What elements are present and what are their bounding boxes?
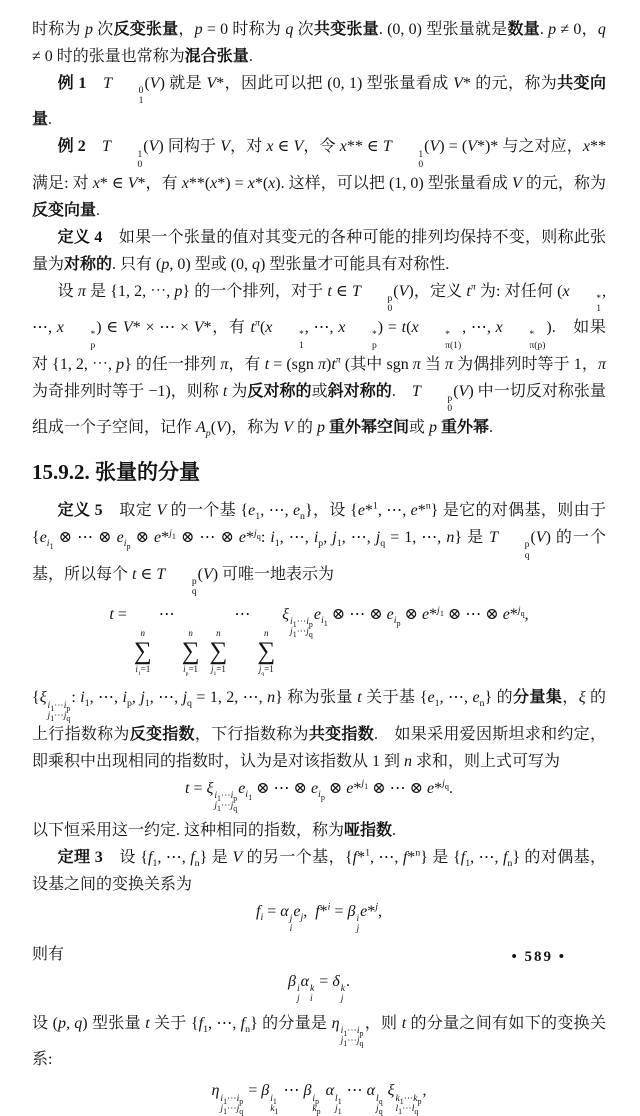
components-paragraph: {ξ $i_1\cdots i_p$ $j_1\cdots j_q$ : $i_1$, ⋯, $i_p$, $j_1$, ⋯, $j_q = 1$, 2, ⋯, n} 称为张量 t 关于基 {$e_1$, ⋯, $e_n$} 的分量集，ξ 的上行指数称为反变指数，下行指数称为共变指数. 如果采用爱因斯坦求和约定，即乘积中出现相同的指数时，认为是对该指数从 1 到 n 求和，则上式可写为 [32,689,606,770]
permutation-paragraph: 设 π 是 {1, 2, ⋯, p} 的一个排列，对于 t ∈ T p 0 (V)，定义 $t^\pi$ 为: 对任何 (x * 1 , ⋯, x * p ) ∈ V* × ⋯ × V*，有 $t^\pi(x$ * 1 , ⋯, x * p ) = t(x * π(1) , ⋯, x * π(p) ). 如果对 {1, 2, ⋯, p} 的任一排列 π，有 t = (sgn $\pi)t^\pi$ (其中 sgn π 当 π 为偶排列时等于 1，π 为奇排列时等于 −1)，则称 t 为反对称的或斜对称的. T p 0 (V) 中一切反对称张量组成一个子空间，记作 $A_p(V)$，称为 V 的 p 重外幂空间或 p 重外幂. [32,281,606,440]
transformation-paragraph: 设 (p, q) 型张量 t 关于 {$f_1$, ⋯, $f_n$} 的分量是 η $i_1\cdots i_p$ $j_1\cdots j_q$ ，则 t 的分量之间有如下的变换关系: [32,1014,606,1069]
formula-tensor-expansion: t = n ∑ $i_1=1$ ⋯ n ∑ $i_p=1$ n ∑ $j_1=1$ ⋯ n ∑ $j_q=1$ ξ $i_1\cdots i_p$ $j_1\cdots j_q$ $e_{i_1}$ ⊗ ⋯ ⊗ $e_{i_p}$ ⊗ e*$^{j_1}$ ⊗ ⋯ ⊗ e*$^{j_q}$, [109,604,529,677]
intro-paragraph: 时称为 p 次反变张量，p = 0 时称为 q 次共变张量. (0, 0) 型张量就是数量. p ≠ 0，q ≠ 0 时的张量也常称为混合张量. [32,21,606,65]
example-1: 例 1 T 0 1 (V) 就是 V*，因此可以把 (0, 1) 型张量看成 V* 的元，称为共变向量. [32,75,606,129]
formula-kronecker-delta: β i j α k i = δ k j . [287,972,351,1004]
theorem-3: 定理 3 设 {$f_1$, ⋯, $f_n$} 是 V 的另一个基，{f*$^1$, ⋯, f*$^n$} 是 {$f_1$, ⋯, $f_n$} 的对偶基，设基之间的变换关系为 [32,847,606,894]
formula-einstein-convention: t = ξ $i_1\cdots i_p$ $j_1\cdots j_q$ $e_{i_1}$ ⊗ ⋯ ⊗ $e_{i_p}$ ⊗ e*$^{j_1}$ ⊗ ⋯ ⊗ e*$^{j_q}$. [185,778,453,813]
formula-component-transform: η $i_1\cdots i_p$ $j_1\cdots j_q$ = β $i_1$ $k_1$ ⋯ β $i_p$ $k_p$ α $l_1$ $j_1$ ⋯ α $l_q$ $j_q$ ξ $k_1\cdots k_p$ $l_1\cdots l_q$ , [211,1082,427,1116]
then-we-have: 则有 [32,945,65,963]
section-heading: 15.9.2. 张量的分量 [32,459,200,484]
definition-4: 定义 4 如果一个张量的值对其变元的各种可能的排列均保持不变，则称此张量为对称的. 只有 (p, 0) 型或 (0, q) 型张量才可能具有对称性. [32,228,606,273]
example-2: 例 2 T 1 0 (V) 同构于 V，对 x ∈ V，令 x** ∈ T 1 0 (V) = (V*)* 与之对应，x** 满足: 对 x* ∈ V*，有 x**(x*) = x*(x). 这样，可以把 (1, 0) 型张量看成 V 的元，称为反变向量. [32,138,606,219]
page-number: • 589 • [511,949,566,965]
convention-paragraph: 以下恒采用这一约定. 这种相同的指数，称为哑指数. [32,822,397,840]
definition-5: 定义 5 取定 V 的一个基 {$e_1$, ⋯, $e_n$}，设 {e*$^1$, ⋯, e*$^n$} 是它的对偶基，则由于 {$e_{i_1}$ ⊗ ⋯ ⊗ $e_{i_p}$ ⊗ e*$^{j_1}$ ⊗ ⋯ ⊗ e*$^{j_q}$: $i_1$, ⋯, $i_p$, $j_1$, ⋯, $j_q = 1$, ⋯, n} 是 T p q (V) 的一个基，所以每个 t ∈ T p q (V) 可唯一地表示为 [32,500,607,597]
formula-basis-change: $f_i = \alpha$ j i $e_j$, f*$^i$ = β i j e*$^j$, [256,901,382,935]
